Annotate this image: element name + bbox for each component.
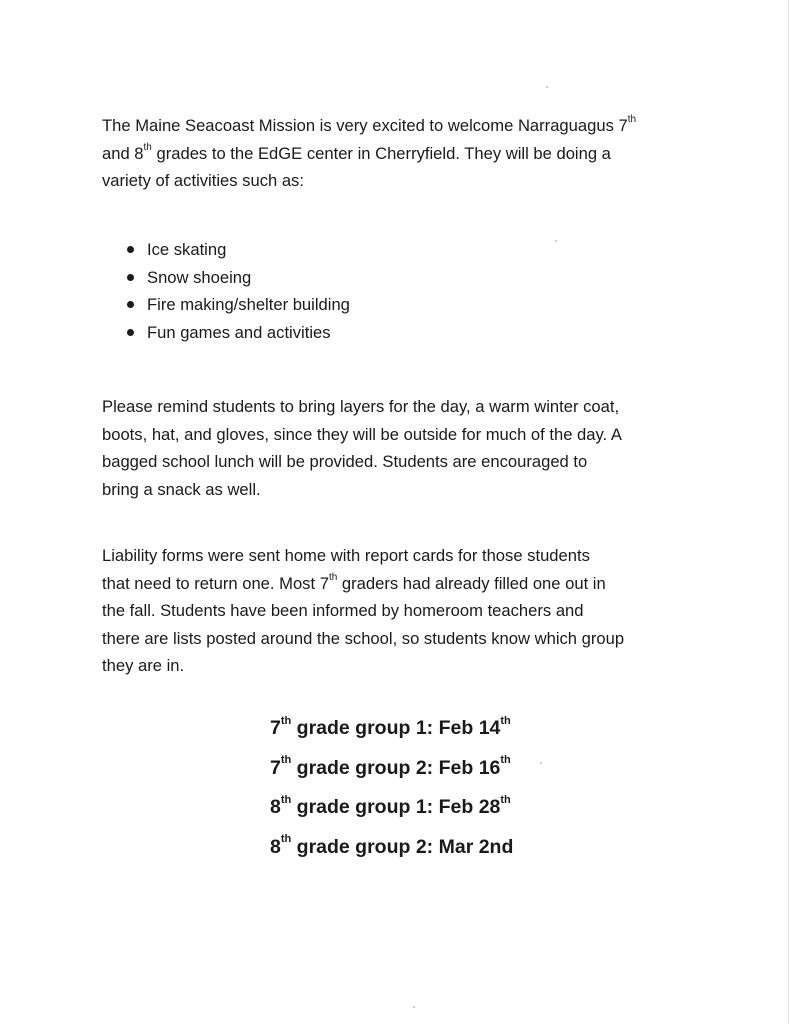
schedule-group: grade group 1: bbox=[291, 717, 439, 739]
reminder-line-1: Please remind students to bring layers for the day, a warm winter coat, bbox=[102, 397, 620, 416]
liability-line-2-text-a: that need to return one. Most 7 bbox=[102, 573, 329, 593]
intro-line-1 bbox=[102, 112, 702, 140]
intro-line-2-sup: th bbox=[143, 141, 152, 153]
intro-line-1-text: The Maine Seacoast Mission is very excited to welcome Narraguagus 7 bbox=[102, 116, 628, 135]
activity-label: Snow shoeing bbox=[147, 267, 252, 287]
intro-line-2 bbox=[102, 140, 702, 168]
schedule-row bbox=[270, 791, 513, 831]
schedule-row bbox=[270, 752, 513, 792]
page-edge-line bbox=[788, 0, 789, 1024]
liability-paragraph bbox=[102, 542, 702, 680]
list-item bbox=[102, 291, 350, 319]
intro-line-2-text-a: and 8 bbox=[102, 143, 144, 163]
scan-speck bbox=[540, 762, 542, 764]
reminder-line-3: bagged school lunch will be provided. Students are encouraged to bbox=[102, 452, 588, 471]
liability-line-1: Liability forms were sent home with report cards for those students bbox=[102, 546, 590, 565]
bullet-dot-icon bbox=[127, 329, 134, 336]
list-item bbox=[102, 236, 350, 264]
scan-speck bbox=[413, 1006, 415, 1008]
schedule-grade: 8 bbox=[270, 796, 281, 818]
liability-line-2-sup: th bbox=[328, 571, 338, 583]
schedule-grade-sup: th bbox=[280, 714, 292, 727]
schedule-date: Feb 14 bbox=[438, 717, 501, 739]
list-item bbox=[102, 264, 350, 292]
schedule-group: grade group 2: bbox=[291, 756, 439, 779]
intro-line-1-sup: th bbox=[627, 114, 637, 126]
schedule-date-sup: th bbox=[500, 754, 511, 766]
schedule-group: grade group 1: bbox=[291, 796, 439, 818]
schedule-group: grade group 2: bbox=[291, 835, 439, 858]
liability-line-2-text-b: graders had already filled one out in bbox=[337, 573, 606, 593]
reminder-line-2: boots, hat, and gloves, since they will be outside for much of the day. A bbox=[102, 424, 622, 444]
reminder-paragraph bbox=[102, 393, 702, 503]
schedule-date: Mar 2nd bbox=[438, 835, 514, 858]
schedule-grade: 7 bbox=[270, 756, 281, 779]
activity-label: Ice skating bbox=[147, 240, 227, 259]
schedule-date-sup: th bbox=[500, 793, 511, 806]
schedule-grade-sup: th bbox=[280, 793, 292, 806]
schedule-grade-sup: th bbox=[280, 833, 292, 845]
liability-line-5: they are in. bbox=[102, 656, 185, 675]
reminder-line-4: bring a snack as well. bbox=[102, 479, 261, 499]
schedule-date-sup: th bbox=[500, 714, 511, 727]
bullet-dot-icon bbox=[127, 301, 134, 308]
intro-line-3: variety of activities such as: bbox=[102, 171, 304, 190]
activity-label: Fire making/shelter building bbox=[147, 295, 350, 314]
schedule-list bbox=[270, 712, 513, 870]
list-item bbox=[102, 319, 350, 347]
liability-line-2 bbox=[102, 570, 702, 598]
schedule-row bbox=[270, 712, 513, 752]
liability-line-4: there are lists posted around the school, so students know which group bbox=[102, 628, 625, 648]
intro-line-2-text-b: grades to the EdGE center in Cherryfield. They will be doing a bbox=[151, 143, 611, 163]
scan-speck bbox=[555, 240, 557, 242]
bullet-dot-icon bbox=[127, 274, 134, 281]
bullet-dot-icon bbox=[127, 246, 134, 253]
schedule-grade-sup: th bbox=[280, 754, 292, 766]
scan-speck bbox=[546, 86, 548, 88]
schedule-date: Feb 28 bbox=[438, 796, 501, 818]
activity-label: Fun games and activities bbox=[147, 322, 331, 342]
schedule-row bbox=[270, 831, 513, 871]
intro-paragraph bbox=[102, 112, 702, 195]
liability-line-3: the fall. Students have been informed by homeroom teachers and bbox=[102, 601, 584, 620]
schedule-grade: 8 bbox=[270, 835, 281, 858]
schedule-grade: 7 bbox=[270, 717, 281, 739]
schedule-date: Feb 16 bbox=[438, 756, 501, 779]
activity-list bbox=[102, 236, 350, 346]
